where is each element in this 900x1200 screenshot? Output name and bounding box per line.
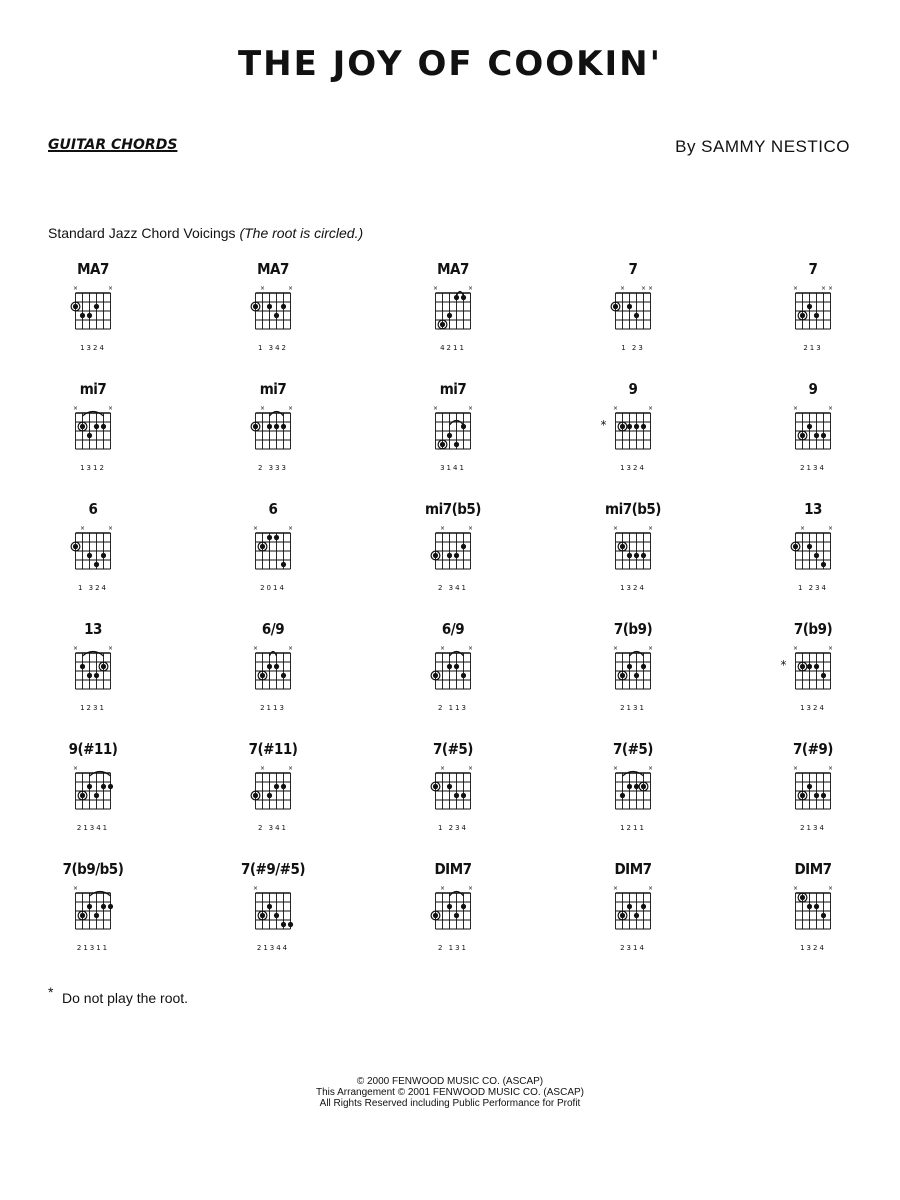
chord-name: 13 (84, 620, 102, 638)
mute-mark: × (72, 765, 79, 772)
finger-dot (634, 424, 639, 429)
chord-name: 13 (804, 500, 822, 518)
mute-mark: × (467, 765, 474, 772)
root-dot (433, 784, 438, 789)
chord-diagram (758, 500, 868, 600)
chord-name: 7(#9) (793, 740, 833, 758)
finger-dot (634, 553, 639, 558)
finger-dot (447, 784, 452, 789)
finger-dot (627, 664, 632, 669)
mute-mark: × (467, 645, 474, 652)
chord-fingering: 1324 (80, 344, 106, 352)
chord-name: 7(b9) (613, 620, 653, 638)
chord-fingering: 2014 (260, 584, 286, 592)
root-dot (80, 424, 85, 429)
chord-name: mi7 (79, 380, 107, 398)
root-dot (800, 313, 805, 318)
finger-dot (807, 304, 812, 309)
finger-dot (627, 304, 632, 309)
chord-name: 6/9 (261, 620, 285, 638)
mute-mark: × (439, 645, 446, 652)
finger-dot (454, 295, 459, 300)
root-dot (620, 424, 625, 429)
mute-mark: × (259, 285, 266, 292)
barre-arc (83, 412, 104, 417)
intro-note: (The root is circled.) (239, 225, 364, 241)
footnote-mark: * (48, 984, 54, 1000)
root-dot (73, 304, 78, 309)
finger-dot (274, 664, 279, 669)
mute-mark: × (107, 645, 114, 652)
root-dot (620, 913, 625, 918)
mute-mark: × (792, 765, 799, 772)
mute-mark: × (252, 645, 259, 652)
finger-dot (641, 553, 646, 558)
chord-diagram (578, 500, 688, 600)
chord-diagram (38, 260, 148, 360)
finger-dot (634, 673, 639, 678)
finger-dot (641, 424, 646, 429)
root-dot (800, 433, 805, 438)
finger-dot (634, 784, 639, 789)
finger-dot (807, 424, 812, 429)
finger-dot (87, 784, 92, 789)
root-dot (641, 784, 646, 789)
chord-name: MA7 (257, 260, 289, 278)
mute-mark: × (287, 405, 294, 412)
root-dot (101, 664, 106, 669)
mute-mark: × (439, 525, 446, 532)
finger-dot (641, 904, 646, 909)
mute-mark: × (792, 405, 799, 412)
finger-dot (267, 535, 272, 540)
mute-mark: × (259, 765, 266, 772)
chord-fingering: 2 113 (437, 704, 469, 712)
chord-diagram (758, 260, 868, 360)
finger-dot (267, 664, 272, 669)
mute-mark: × (72, 885, 79, 892)
copyright-line: © 2000 FENWOOD MUSIC CO. (ASCAP) (356, 1076, 544, 1087)
chord-diagram (758, 740, 868, 840)
root-dot (433, 913, 438, 918)
chord-name: 6 (88, 500, 98, 518)
mute-mark: × (432, 405, 439, 412)
chord-diagram (758, 620, 868, 720)
root-dot (80, 913, 85, 918)
root-dot (260, 913, 265, 918)
root-dot (260, 673, 265, 678)
finger-dot (281, 304, 286, 309)
chord-name: MA7 (77, 260, 109, 278)
chord-diagram (218, 380, 328, 480)
finger-dot (281, 562, 286, 567)
finger-dot (108, 784, 113, 789)
finger-dot (87, 433, 92, 438)
chord-name: mi7 (259, 380, 287, 398)
mute-mark: × (72, 405, 79, 412)
finger-dot (108, 904, 113, 909)
mute-mark: × (612, 525, 619, 532)
finger-dot (94, 424, 99, 429)
chord-diagram (218, 620, 328, 720)
root-dot (440, 322, 445, 327)
finger-dot (274, 913, 279, 918)
root-dot (793, 544, 798, 549)
mute-mark: × (259, 405, 266, 412)
intro-line (48, 225, 363, 241)
finger-dot (447, 904, 452, 909)
chord-fingering: 1211 (620, 824, 646, 832)
chord-name: MA7 (437, 260, 469, 278)
root-dot (433, 553, 438, 558)
root-dot (253, 793, 258, 798)
chord-fingering: 1 234 (437, 824, 469, 832)
finger-dot (80, 313, 85, 318)
chord-diagram (218, 860, 328, 960)
chord-fingering: 2 333 (257, 464, 289, 472)
finger-dot (94, 793, 99, 798)
chord-diagram (398, 260, 508, 360)
chord-diagram (578, 860, 688, 960)
chord-fingering: 2 131 (437, 944, 469, 952)
chord-fingering: 3141 (440, 464, 466, 472)
finger-dot (454, 913, 459, 918)
finger-dot (101, 784, 106, 789)
chord-diagram (218, 740, 328, 840)
chord-fingering: 1312 (80, 464, 106, 472)
finger-dot (627, 424, 632, 429)
chord-name: 7(#5) (433, 740, 473, 758)
footnote (48, 984, 189, 1006)
chord-diagram (38, 620, 148, 720)
mute-mark: × (287, 645, 294, 652)
barre-arc (270, 652, 277, 657)
mute-mark: × (79, 525, 86, 532)
root-dot (433, 673, 438, 678)
chord-name: 9(#11) (68, 740, 118, 758)
mute-mark: × (827, 885, 834, 892)
chord-name: mi7(b5) (605, 500, 661, 518)
chord-diagram (578, 380, 688, 480)
mute-mark: × (107, 285, 114, 292)
finger-dot (288, 922, 293, 927)
mute-mark: × (72, 645, 79, 652)
mute-mark: × (647, 765, 654, 772)
finger-dot (461, 295, 466, 300)
mute-mark: × (792, 645, 799, 652)
chord-name: 9 (628, 380, 638, 398)
chord-name: 9 (808, 380, 818, 398)
chord-diagram (758, 380, 868, 480)
chord-fingering: 1 234 (797, 584, 829, 592)
root-dot (73, 544, 78, 549)
finger-dot (814, 904, 819, 909)
copyright-line: All Rights Reserved including Public Performance for Profit (319, 1098, 581, 1109)
finger-dot (461, 904, 466, 909)
finger-dot (281, 922, 286, 927)
chord-fingering: 1231 (80, 704, 106, 712)
chord-fingering: 1 23 (621, 344, 645, 352)
finger-dot (447, 553, 452, 558)
page-title: THE JOY OF COOKIN' (237, 44, 663, 84)
finger-dot (461, 424, 466, 429)
chord-name: 6/9 (441, 620, 465, 638)
chord-name: DIM7 (614, 860, 652, 878)
mute-mark: × (107, 525, 114, 532)
chord-diagram (398, 380, 508, 480)
finger-dot (821, 793, 826, 798)
mute-mark: × (287, 285, 294, 292)
chord-diagram (398, 740, 508, 840)
chord-fingering: 213 (803, 344, 823, 352)
section-label: GUITAR CHORDS (48, 137, 178, 153)
finger-dot (461, 673, 466, 678)
mute-mark: × (827, 765, 834, 772)
mute-mark: × (827, 525, 834, 532)
finger-dot (267, 304, 272, 309)
root-dot (253, 424, 258, 429)
finger-dot (461, 544, 466, 549)
mute-mark: × (467, 405, 474, 412)
finger-dot (94, 673, 99, 678)
chord-fingering: 2131 (620, 704, 646, 712)
finger-dot (274, 784, 279, 789)
chord-fingering: 1324 (620, 584, 646, 592)
finger-dot (281, 673, 286, 678)
finger-dot (641, 664, 646, 669)
chord-diagram (758, 860, 868, 960)
chord-name: 7 (628, 260, 638, 278)
chord-name: 7 (808, 260, 818, 278)
finger-dot (821, 562, 826, 567)
chord-fingering: 1324 (800, 944, 826, 952)
mute-mark: × (287, 765, 294, 772)
finger-dot (281, 784, 286, 789)
footnote-text: Do not play the root. (62, 990, 189, 1006)
root-dot (440, 442, 445, 447)
mute-mark: × (792, 885, 799, 892)
chord-diagram (218, 260, 328, 360)
root-dot (800, 664, 805, 669)
mute-mark: × (467, 885, 474, 892)
intro-text: Standard Jazz Chord Voicings (48, 225, 236, 241)
finger-dot (814, 793, 819, 798)
chord-diagram (578, 260, 688, 360)
root-dot (620, 673, 625, 678)
root-dot (800, 793, 805, 798)
chord-diagram (38, 860, 148, 960)
finger-dot (447, 313, 452, 318)
barre-arc (83, 652, 104, 657)
mute-mark: × (647, 285, 654, 292)
finger-dot (634, 913, 639, 918)
finger-dot (634, 313, 639, 318)
mute-mark: × (827, 405, 834, 412)
chord-diagram (218, 500, 328, 600)
chord-fingering: 21311 (76, 944, 110, 952)
chord-fingering: 2314 (620, 944, 646, 952)
finger-dot (94, 913, 99, 918)
mute-mark: × (467, 285, 474, 292)
finger-dot (620, 793, 625, 798)
finger-dot (87, 904, 92, 909)
finger-dot (807, 904, 812, 909)
no-root-star: * (780, 658, 787, 672)
chord-diagram (38, 380, 148, 480)
no-root-star: * (600, 418, 607, 432)
finger-dot (814, 313, 819, 318)
chord-name: DIM7 (434, 860, 472, 878)
finger-dot (454, 553, 459, 558)
barre-arc (90, 772, 111, 777)
chord-name: mi7(b5) (425, 500, 481, 518)
finger-dot (454, 442, 459, 447)
finger-dot (87, 673, 92, 678)
chord-name: 7(#5) (613, 740, 653, 758)
finger-dot (274, 535, 279, 540)
finger-dot (807, 544, 812, 549)
finger-dot (454, 793, 459, 798)
chord-diagram (398, 500, 508, 600)
finger-dot (454, 664, 459, 669)
finger-dot (267, 904, 272, 909)
finger-dot (821, 673, 826, 678)
mute-mark: × (640, 285, 647, 292)
finger-dot (267, 424, 272, 429)
finger-dot (101, 553, 106, 558)
finger-dot (461, 793, 466, 798)
mute-mark: × (619, 285, 626, 292)
finger-dot (814, 553, 819, 558)
chord-fingering: 1324 (620, 464, 646, 472)
chord-diagram (398, 620, 508, 720)
mute-mark: × (467, 525, 474, 532)
chord-name: 7(b9) (793, 620, 833, 638)
chord-name: 7(#11) (248, 740, 298, 758)
mute-mark: × (827, 285, 834, 292)
mute-mark: × (439, 765, 446, 772)
composer-credit: By SAMMY NESTICO (675, 137, 850, 156)
finger-dot (814, 433, 819, 438)
finger-dot (281, 424, 286, 429)
copyright-block (0, 1076, 900, 1109)
chord-fingering: 2113 (260, 704, 286, 712)
chord-fingering: 4211 (440, 344, 466, 352)
chord-fingering: 21344 (256, 944, 290, 952)
root-dot (260, 544, 265, 549)
mute-mark: × (287, 525, 294, 532)
chord-name: DIM7 (794, 860, 832, 878)
copyright-line: This Arrangement © 2001 FENWOOD MUSIC CO. (ASCAP) (316, 1087, 584, 1098)
chord-fingering: 21341 (76, 824, 110, 832)
chord-diagram (578, 620, 688, 720)
finger-dot (87, 553, 92, 558)
chord-fingering: 1324 (800, 704, 826, 712)
chord-diagram (38, 740, 148, 840)
mute-mark: × (439, 885, 446, 892)
chord-name: 7(#9/#5) (240, 860, 306, 878)
finger-dot (447, 433, 452, 438)
chord-fingering: 2 341 (437, 584, 469, 592)
finger-dot (821, 913, 826, 918)
barre-arc (623, 772, 644, 777)
finger-dot (807, 784, 812, 789)
mute-mark: × (792, 285, 799, 292)
finger-dot (94, 304, 99, 309)
mute-mark: × (107, 405, 114, 412)
mute-mark: × (799, 525, 806, 532)
finger-dot (814, 664, 819, 669)
finger-dot (627, 904, 632, 909)
chord-fingering: 2134 (800, 824, 826, 832)
mute-mark: × (827, 645, 834, 652)
finger-dot (821, 433, 826, 438)
chord-diagram (38, 500, 148, 600)
chord-name: mi7 (439, 380, 467, 398)
chord-diagram (398, 860, 508, 960)
mute-mark: × (647, 525, 654, 532)
mute-mark: × (612, 405, 619, 412)
mute-mark: × (252, 525, 259, 532)
finger-dot (627, 553, 632, 558)
root-dot (80, 793, 85, 798)
root-dot (613, 304, 618, 309)
finger-dot (101, 424, 106, 429)
finger-dot (447, 664, 452, 669)
finger-dot (87, 313, 92, 318)
mute-mark: × (612, 885, 619, 892)
mute-mark: × (72, 285, 79, 292)
root-dot (620, 544, 625, 549)
chord-fingering: 2134 (800, 464, 826, 472)
finger-dot (274, 313, 279, 318)
mute-mark: × (612, 765, 619, 772)
mute-mark: × (647, 405, 654, 412)
chord-fingering: 1 324 (77, 584, 109, 592)
chord-fingering: 1 342 (257, 344, 289, 352)
barre-arc (90, 892, 111, 897)
finger-dot (274, 424, 279, 429)
finger-dot (101, 904, 106, 909)
finger-dot (267, 793, 272, 798)
chord-diagram (578, 740, 688, 840)
finger-dot (807, 664, 812, 669)
mute-mark: × (432, 285, 439, 292)
chord-name: 6 (268, 500, 278, 518)
mute-mark: × (647, 885, 654, 892)
finger-dot (80, 664, 85, 669)
finger-dot (627, 784, 632, 789)
chord-name: 7(b9/b5) (62, 860, 124, 878)
root-dot (253, 304, 258, 309)
mute-mark: × (252, 885, 259, 892)
finger-dot (94, 562, 99, 567)
mute-mark: × (820, 285, 827, 292)
mute-mark: × (647, 645, 654, 652)
chord-fingering: 2 341 (257, 824, 289, 832)
root-dot (800, 895, 805, 900)
mute-mark: × (612, 645, 619, 652)
